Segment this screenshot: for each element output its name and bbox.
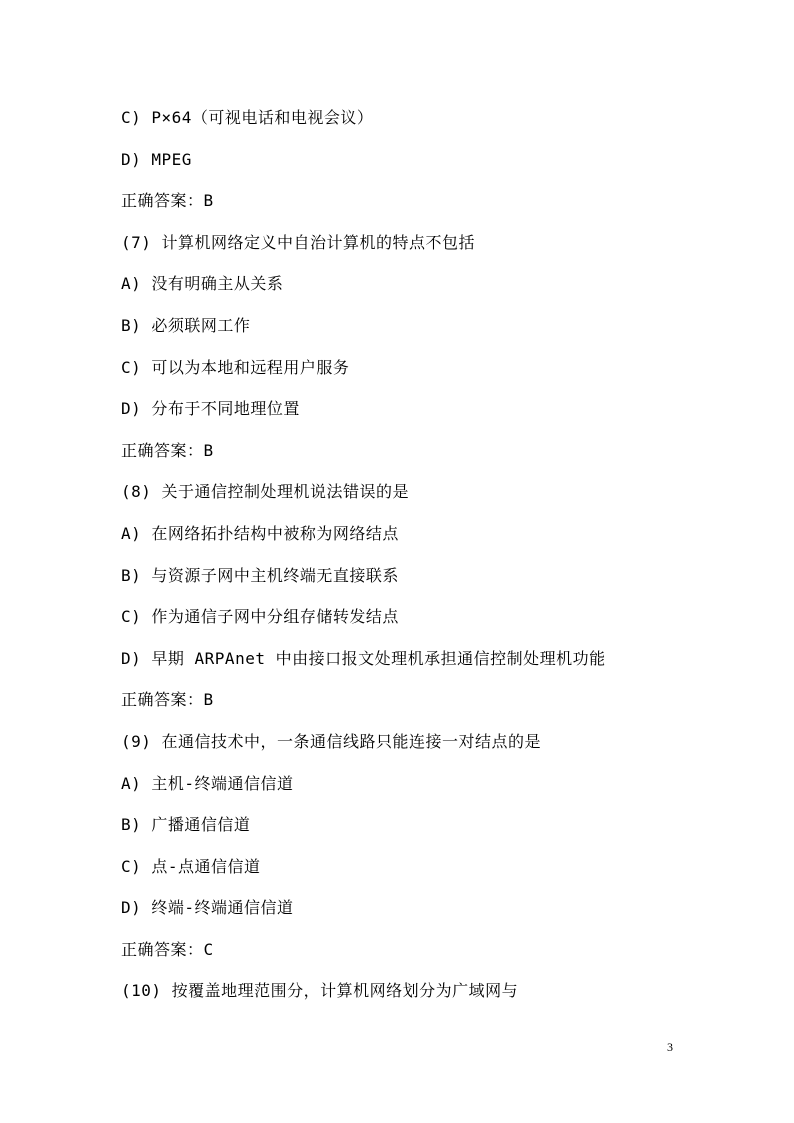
question-8: (8) 关于通信控制处理机说法错误的是	[121, 482, 410, 502]
option-b-q8: B) 与资源子网中主机终端无直接联系	[121, 565, 399, 585]
option-c-q9: C) 点-点通信信道	[121, 856, 261, 876]
option-d-q6: D) MPEG	[121, 149, 192, 169]
option-d-q9: D) 终端-终端通信信道	[121, 898, 294, 918]
answer-q7: 正确答案：B	[121, 440, 214, 460]
option-b-q7: B) 必须联网工作	[121, 315, 251, 335]
option-a-q7: A) 没有明确主从关系	[121, 274, 284, 294]
option-d-q8: D) 早期 ARPAnet 中由接口报文处理机承担通信控制处理机功能	[121, 648, 606, 668]
page-number: 3	[667, 1040, 673, 1054]
option-a-q8: A) 在网络拓扑结构中被称为网络结点	[121, 523, 399, 543]
option-b-q9: B) 广播通信信道	[121, 815, 251, 835]
document-body	[121, 102, 701, 1017]
answer-q9: 正确答案：C	[121, 939, 214, 959]
question-7: (7) 计算机网络定义中自治计算机的特点不包括	[121, 232, 476, 252]
option-d-q7: D) 分布于不同地理位置	[121, 399, 300, 419]
option-c-q7: C) 可以为本地和远程用户服务	[121, 357, 350, 377]
answer-q8: 正确答案：B	[121, 690, 214, 710]
option-c-q8: C) 作为通信子网中分组存储转发结点	[121, 607, 399, 627]
question-10: (10) 按覆盖地理范围分，计算机网络划分为广域网与	[121, 981, 519, 1001]
answer-q6: 正确答案：B	[121, 191, 214, 211]
option-c-q6: C) P×64（可视电话和电视会议）	[121, 108, 374, 127]
question-9: (9) 在通信技术中，一条通信线路只能连接一对结点的是	[121, 731, 542, 751]
option-a-q9: A) 主机-终端通信信道	[121, 773, 294, 793]
